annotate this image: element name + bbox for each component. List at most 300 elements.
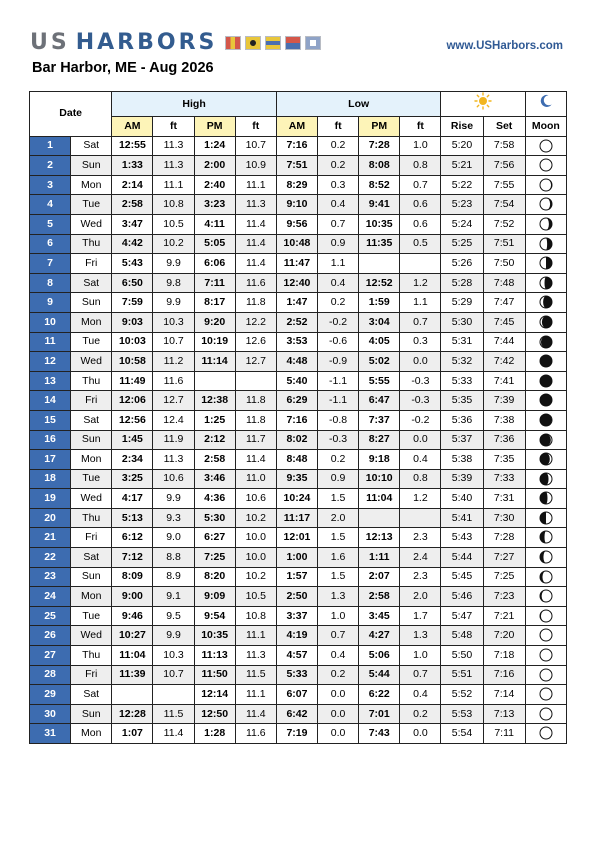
weekday: Sat <box>71 136 112 156</box>
weekday: Mon <box>71 175 112 195</box>
high-pm-height: 11.6 <box>235 273 276 293</box>
day-number: 11 <box>30 332 71 352</box>
low-pm-time: 8:08 <box>359 156 400 176</box>
day-number: 15 <box>30 410 71 430</box>
weekday: Tue <box>71 469 112 489</box>
tide-table <box>29 91 567 744</box>
low-am-time: 3:53 <box>276 332 317 352</box>
day-number: 12 <box>30 352 71 372</box>
sunset-time: 7:31 <box>483 489 525 509</box>
weekday: Tue <box>71 332 112 352</box>
low-pm-time: 5:55 <box>359 371 400 391</box>
low-pm-time <box>359 254 400 274</box>
sunrise-time: 5:53 <box>441 704 483 724</box>
high-pm-time: 8:17 <box>194 293 235 313</box>
sunset-time: 7:25 <box>483 567 525 587</box>
sunset-time: 7:48 <box>483 273 525 293</box>
low-pm-height: 0.6 <box>400 214 441 234</box>
weekday: Sat <box>71 273 112 293</box>
day-number: 18 <box>30 469 71 489</box>
high-am-time: 1:33 <box>112 156 153 176</box>
low-am-time: 4:19 <box>276 626 317 646</box>
high-am-header: AM <box>112 117 153 137</box>
table-row <box>30 254 567 274</box>
sunrise-time: 5:46 <box>441 587 483 607</box>
weekday: Thu <box>71 646 112 666</box>
weekday: Tue <box>71 606 112 626</box>
high-am-time: 6:12 <box>112 528 153 548</box>
sunset-time: 7:27 <box>483 548 525 568</box>
low-pm-height: 0.4 <box>400 450 441 470</box>
moon-phase-icon <box>525 626 566 646</box>
table-row <box>30 489 567 509</box>
high-am-time: 6:50 <box>112 273 153 293</box>
low-pm-time: 11:35 <box>359 234 400 254</box>
high-pm-height: 11.4 <box>235 704 276 724</box>
high-pm-height: 12.2 <box>235 312 276 332</box>
sunrise-time: 5:35 <box>441 391 483 411</box>
low-am-height: 0.4 <box>318 195 359 215</box>
low-am-height: -0.3 <box>318 430 359 450</box>
table-row <box>30 332 567 352</box>
high-pm-time: 2:58 <box>194 450 235 470</box>
day-number: 6 <box>30 234 71 254</box>
high-am-height: 11.3 <box>153 136 194 156</box>
date-header: Date <box>30 92 112 137</box>
high-am-height: 12.7 <box>153 391 194 411</box>
weekday: Tue <box>71 195 112 215</box>
low-am-height: 0.2 <box>318 450 359 470</box>
high-pm-ft-header: ft <box>235 117 276 137</box>
low-pm-time: 11:04 <box>359 489 400 509</box>
moon-phase-icon <box>525 371 566 391</box>
day-number: 26 <box>30 626 71 646</box>
low-pm-time: 8:27 <box>359 430 400 450</box>
sunset-time: 7:36 <box>483 430 525 450</box>
high-am-time: 10:58 <box>112 352 153 372</box>
low-am-height: 0.2 <box>318 136 359 156</box>
high-am-height: 11.6 <box>153 371 194 391</box>
sunrise-time: 5:50 <box>441 646 483 666</box>
low-pm-time: 4:05 <box>359 332 400 352</box>
table-row <box>30 528 567 548</box>
sunrise-time: 5:40 <box>441 489 483 509</box>
high-pm-height: 12.6 <box>235 332 276 352</box>
high-pm-time: 5:30 <box>194 508 235 528</box>
sunrise-time: 5:20 <box>441 136 483 156</box>
high-am-time: 9:03 <box>112 312 153 332</box>
low-pm-time: 7:01 <box>359 704 400 724</box>
sunset-time: 7:13 <box>483 704 525 724</box>
table-row <box>30 548 567 568</box>
moon-phase-icon <box>525 646 566 666</box>
day-number: 5 <box>30 214 71 234</box>
table-row <box>30 508 567 528</box>
low-pm-height: 2.3 <box>400 528 441 548</box>
low-pm-height: 1.0 <box>400 646 441 666</box>
sunset-time: 7:45 <box>483 312 525 332</box>
high-pm-time: 6:06 <box>194 254 235 274</box>
low-pm-time: 8:52 <box>359 175 400 195</box>
sunset-time: 7:42 <box>483 352 525 372</box>
high-am-time: 12:06 <box>112 391 153 411</box>
high-header: High <box>112 92 277 117</box>
sunset-time: 7:51 <box>483 234 525 254</box>
low-pm-time: 7:37 <box>359 410 400 430</box>
high-pm-time: 7:25 <box>194 548 235 568</box>
weekday: Wed <box>71 489 112 509</box>
day-number: 13 <box>30 371 71 391</box>
low-pm-time: 10:35 <box>359 214 400 234</box>
low-am-height: 0.3 <box>318 175 359 195</box>
high-am-height <box>153 685 194 705</box>
high-pm-height: 11.5 <box>235 665 276 685</box>
high-pm-height: 11.4 <box>235 214 276 234</box>
moon-phase-icon <box>525 175 566 195</box>
high-pm-time: 11:14 <box>194 352 235 372</box>
high-am-height: 9.9 <box>153 293 194 313</box>
high-am-height: 10.6 <box>153 469 194 489</box>
low-pm-time: 1:59 <box>359 293 400 313</box>
high-pm-time: 5:05 <box>194 234 235 254</box>
low-pm-ft-header: ft <box>400 117 441 137</box>
high-am-height: 10.7 <box>153 665 194 685</box>
high-am-height: 11.9 <box>153 430 194 450</box>
sunset-time: 7:56 <box>483 156 525 176</box>
low-pm-time: 9:41 <box>359 195 400 215</box>
low-am-time: 4:57 <box>276 646 317 666</box>
table-row <box>30 371 567 391</box>
low-am-height: 0.9 <box>318 469 359 489</box>
weekday: Thu <box>71 371 112 391</box>
signal-flag-icon <box>245 36 261 50</box>
sunrise-header: Rise <box>441 117 483 137</box>
low-am-height: 0.4 <box>318 646 359 666</box>
sunrise-time: 5:36 <box>441 410 483 430</box>
low-pm-time <box>359 508 400 528</box>
high-pm-height: 10.0 <box>235 528 276 548</box>
low-am-height: 0.2 <box>318 156 359 176</box>
sunset-time: 7:16 <box>483 665 525 685</box>
low-pm-height: 1.0 <box>400 136 441 156</box>
day-number: 31 <box>30 724 71 744</box>
high-pm-time: 11:13 <box>194 646 235 666</box>
high-am-time: 12:55 <box>112 136 153 156</box>
high-am-time: 1:45 <box>112 430 153 450</box>
sunrise-time: 5:33 <box>441 371 483 391</box>
high-pm-time: 1:25 <box>194 410 235 430</box>
low-am-height: 0.0 <box>318 724 359 744</box>
high-am-height: 12.4 <box>153 410 194 430</box>
low-am-time: 7:19 <box>276 724 317 744</box>
website-link[interactable]: www.USHarbors.com <box>446 40 563 52</box>
high-am-time: 11:04 <box>112 646 153 666</box>
low-am-time: 5:33 <box>276 665 317 685</box>
moon-phase-icon <box>525 508 566 528</box>
sunrise-time: 5:45 <box>441 567 483 587</box>
day-number: 17 <box>30 450 71 470</box>
moon-phase-header: Moon <box>525 117 566 137</box>
moon-phase-icon <box>525 469 566 489</box>
sunrise-time: 5:52 <box>441 685 483 705</box>
table-row <box>30 410 567 430</box>
low-pm-height: 2.4 <box>400 548 441 568</box>
sunset-time: 7:38 <box>483 410 525 430</box>
day-number: 28 <box>30 665 71 685</box>
high-pm-height: 11.6 <box>235 724 276 744</box>
high-am-height: 10.3 <box>153 312 194 332</box>
low-pm-time: 5:06 <box>359 646 400 666</box>
sunrise-time: 5:25 <box>441 234 483 254</box>
low-pm-time: 3:45 <box>359 606 400 626</box>
low-am-height: 0.7 <box>318 214 359 234</box>
high-am-height: 9.1 <box>153 587 194 607</box>
low-am-height: 0.0 <box>318 685 359 705</box>
low-pm-height: 0.0 <box>400 724 441 744</box>
sunrise-time: 5:37 <box>441 430 483 450</box>
day-number: 30 <box>30 704 71 724</box>
sunset-time: 7:54 <box>483 195 525 215</box>
high-pm-height: 11.1 <box>235 685 276 705</box>
table-row <box>30 195 567 215</box>
high-am-height: 11.3 <box>153 156 194 176</box>
high-am-height: 9.8 <box>153 273 194 293</box>
day-number: 9 <box>30 293 71 313</box>
high-am-time: 7:59 <box>112 293 153 313</box>
low-am-height: 0.9 <box>318 234 359 254</box>
high-am-height: 11.1 <box>153 175 194 195</box>
day-number: 1 <box>30 136 71 156</box>
high-am-time: 9:00 <box>112 587 153 607</box>
weekday: Mon <box>71 450 112 470</box>
low-pm-height: 0.2 <box>400 704 441 724</box>
high-pm-height: 10.7 <box>235 136 276 156</box>
low-pm-height: 0.6 <box>400 195 441 215</box>
high-am-height: 8.8 <box>153 548 194 568</box>
table-row <box>30 312 567 332</box>
high-pm-header: PM <box>194 117 235 137</box>
table-row <box>30 430 567 450</box>
high-am-height: 9.9 <box>153 626 194 646</box>
sunset-time: 7:23 <box>483 587 525 607</box>
high-pm-time: 6:27 <box>194 528 235 548</box>
moon-phase-icon <box>525 293 566 313</box>
high-am-height: 11.5 <box>153 704 194 724</box>
table-row <box>30 156 567 176</box>
high-am-height: 10.2 <box>153 234 194 254</box>
moon-phase-icon <box>525 685 566 705</box>
low-pm-time: 2:07 <box>359 567 400 587</box>
weekday: Sun <box>71 567 112 587</box>
day-number: 3 <box>30 175 71 195</box>
high-pm-height <box>235 371 276 391</box>
weekday: Fri <box>71 254 112 274</box>
moon-phase-icon <box>525 214 566 234</box>
low-pm-height: 0.7 <box>400 665 441 685</box>
sunrise-time: 5:29 <box>441 293 483 313</box>
low-header: Low <box>276 92 441 117</box>
low-am-time: 11:17 <box>276 508 317 528</box>
low-pm-height <box>400 508 441 528</box>
low-am-time: 12:01 <box>276 528 317 548</box>
low-pm-height <box>400 254 441 274</box>
moon-phase-icon <box>525 273 566 293</box>
sunset-time: 7:33 <box>483 469 525 489</box>
high-pm-height: 11.8 <box>235 410 276 430</box>
high-am-height: 9.0 <box>153 528 194 548</box>
weekday: Sat <box>71 685 112 705</box>
low-pm-time: 4:27 <box>359 626 400 646</box>
high-am-height: 9.5 <box>153 606 194 626</box>
sun-icon <box>474 92 492 110</box>
sunrise-time: 5:44 <box>441 548 483 568</box>
low-pm-time: 12:52 <box>359 273 400 293</box>
low-pm-time: 7:28 <box>359 136 400 156</box>
sunrise-time: 5:26 <box>441 254 483 274</box>
high-pm-time: 9:09 <box>194 587 235 607</box>
high-pm-height: 10.2 <box>235 508 276 528</box>
moon-phase-icon <box>525 156 566 176</box>
high-pm-height: 11.7 <box>235 430 276 450</box>
high-pm-time: 1:28 <box>194 724 235 744</box>
table-row <box>30 273 567 293</box>
high-am-time: 4:42 <box>112 234 153 254</box>
high-pm-time: 4:36 <box>194 489 235 509</box>
high-pm-time: 11:50 <box>194 665 235 685</box>
low-pm-time: 6:47 <box>359 391 400 411</box>
high-pm-time: 9:20 <box>194 312 235 332</box>
weekday: Fri <box>71 665 112 685</box>
moon-phase-icon <box>525 352 566 372</box>
day-number: 23 <box>30 567 71 587</box>
low-am-height: -0.8 <box>318 410 359 430</box>
moon-phase-icon <box>525 528 566 548</box>
weekday: Wed <box>71 214 112 234</box>
sunrise-time: 5:54 <box>441 724 483 744</box>
low-am-time: 2:50 <box>276 587 317 607</box>
low-am-height: 0.2 <box>318 293 359 313</box>
sunrise-time: 5:28 <box>441 273 483 293</box>
low-am-ft-header: ft <box>318 117 359 137</box>
logo-harbors: HARBORS <box>75 30 218 55</box>
sunrise-time: 5:51 <box>441 665 483 685</box>
high-pm-height: 10.9 <box>235 156 276 176</box>
day-number: 24 <box>30 587 71 607</box>
tide-table-body <box>30 136 567 743</box>
day-number: 8 <box>30 273 71 293</box>
weekday: Wed <box>71 626 112 646</box>
low-pm-height: 1.1 <box>400 293 441 313</box>
weekday: Wed <box>71 352 112 372</box>
moon-header <box>525 92 566 117</box>
moon-phase-icon <box>525 195 566 215</box>
table-row <box>30 136 567 156</box>
low-am-time: 4:48 <box>276 352 317 372</box>
table-row <box>30 587 567 607</box>
high-pm-time: 10:35 <box>194 626 235 646</box>
high-am-time <box>112 685 153 705</box>
low-am-time: 1:47 <box>276 293 317 313</box>
high-pm-time: 10:19 <box>194 332 235 352</box>
low-pm-height: 0.3 <box>400 332 441 352</box>
low-am-time: 9:10 <box>276 195 317 215</box>
high-am-height: 11.3 <box>153 450 194 470</box>
moon-phase-icon <box>525 410 566 430</box>
high-am-height: 10.3 <box>153 646 194 666</box>
high-pm-height: 10.5 <box>235 587 276 607</box>
sunset-time: 7:55 <box>483 175 525 195</box>
low-am-time: 3:37 <box>276 606 317 626</box>
high-pm-height: 11.3 <box>235 646 276 666</box>
low-pm-height: 1.7 <box>400 606 441 626</box>
low-am-time: 7:51 <box>276 156 317 176</box>
high-am-time: 4:17 <box>112 489 153 509</box>
low-am-time: 12:40 <box>276 273 317 293</box>
weekday: Mon <box>71 587 112 607</box>
low-am-height: 1.3 <box>318 587 359 607</box>
low-pm-height: -0.2 <box>400 410 441 430</box>
sunrise-time: 5:30 <box>441 312 483 332</box>
low-am-height: 1.5 <box>318 489 359 509</box>
table-row <box>30 646 567 666</box>
low-am-height: 1.1 <box>318 254 359 274</box>
sunset-time: 7:14 <box>483 685 525 705</box>
high-am-time: 5:43 <box>112 254 153 274</box>
table-row <box>30 352 567 372</box>
high-am-time: 5:13 <box>112 508 153 528</box>
weekday: Mon <box>71 724 112 744</box>
low-am-height: 1.6 <box>318 548 359 568</box>
low-pm-height: 1.2 <box>400 489 441 509</box>
page-header <box>0 0 595 90</box>
low-am-time: 5:40 <box>276 371 317 391</box>
high-pm-time: 12:50 <box>194 704 235 724</box>
sunrise-time: 5:23 <box>441 195 483 215</box>
low-am-height: 0.7 <box>318 626 359 646</box>
moon-phase-icon <box>525 606 566 626</box>
low-pm-time: 7:43 <box>359 724 400 744</box>
low-pm-height: 2.0 <box>400 587 441 607</box>
low-am-time: 9:56 <box>276 214 317 234</box>
low-am-time: 10:48 <box>276 234 317 254</box>
high-am-time: 10:27 <box>112 626 153 646</box>
sunset-time: 7:58 <box>483 136 525 156</box>
weekday: Sun <box>71 704 112 724</box>
low-am-time: 8:02 <box>276 430 317 450</box>
low-pm-height: -0.3 <box>400 371 441 391</box>
high-am-time: 10:03 <box>112 332 153 352</box>
high-am-height: 10.5 <box>153 214 194 234</box>
day-number: 16 <box>30 430 71 450</box>
low-am-time: 10:24 <box>276 489 317 509</box>
sunset-time: 7:35 <box>483 450 525 470</box>
low-pm-height: 0.8 <box>400 469 441 489</box>
sunset-time: 7:52 <box>483 214 525 234</box>
high-am-height: 11.2 <box>153 352 194 372</box>
low-am-height: 1.0 <box>318 606 359 626</box>
high-pm-height: 10.8 <box>235 606 276 626</box>
day-number: 22 <box>30 548 71 568</box>
ush-logo <box>30 30 321 56</box>
high-pm-height: 12.7 <box>235 352 276 372</box>
sunset-time: 7:44 <box>483 332 525 352</box>
high-pm-time: 4:11 <box>194 214 235 234</box>
low-am-height: 1.5 <box>318 528 359 548</box>
low-am-time: 1:00 <box>276 548 317 568</box>
day-number: 21 <box>30 528 71 548</box>
high-pm-time: 3:23 <box>194 195 235 215</box>
moon-phase-icon <box>525 450 566 470</box>
